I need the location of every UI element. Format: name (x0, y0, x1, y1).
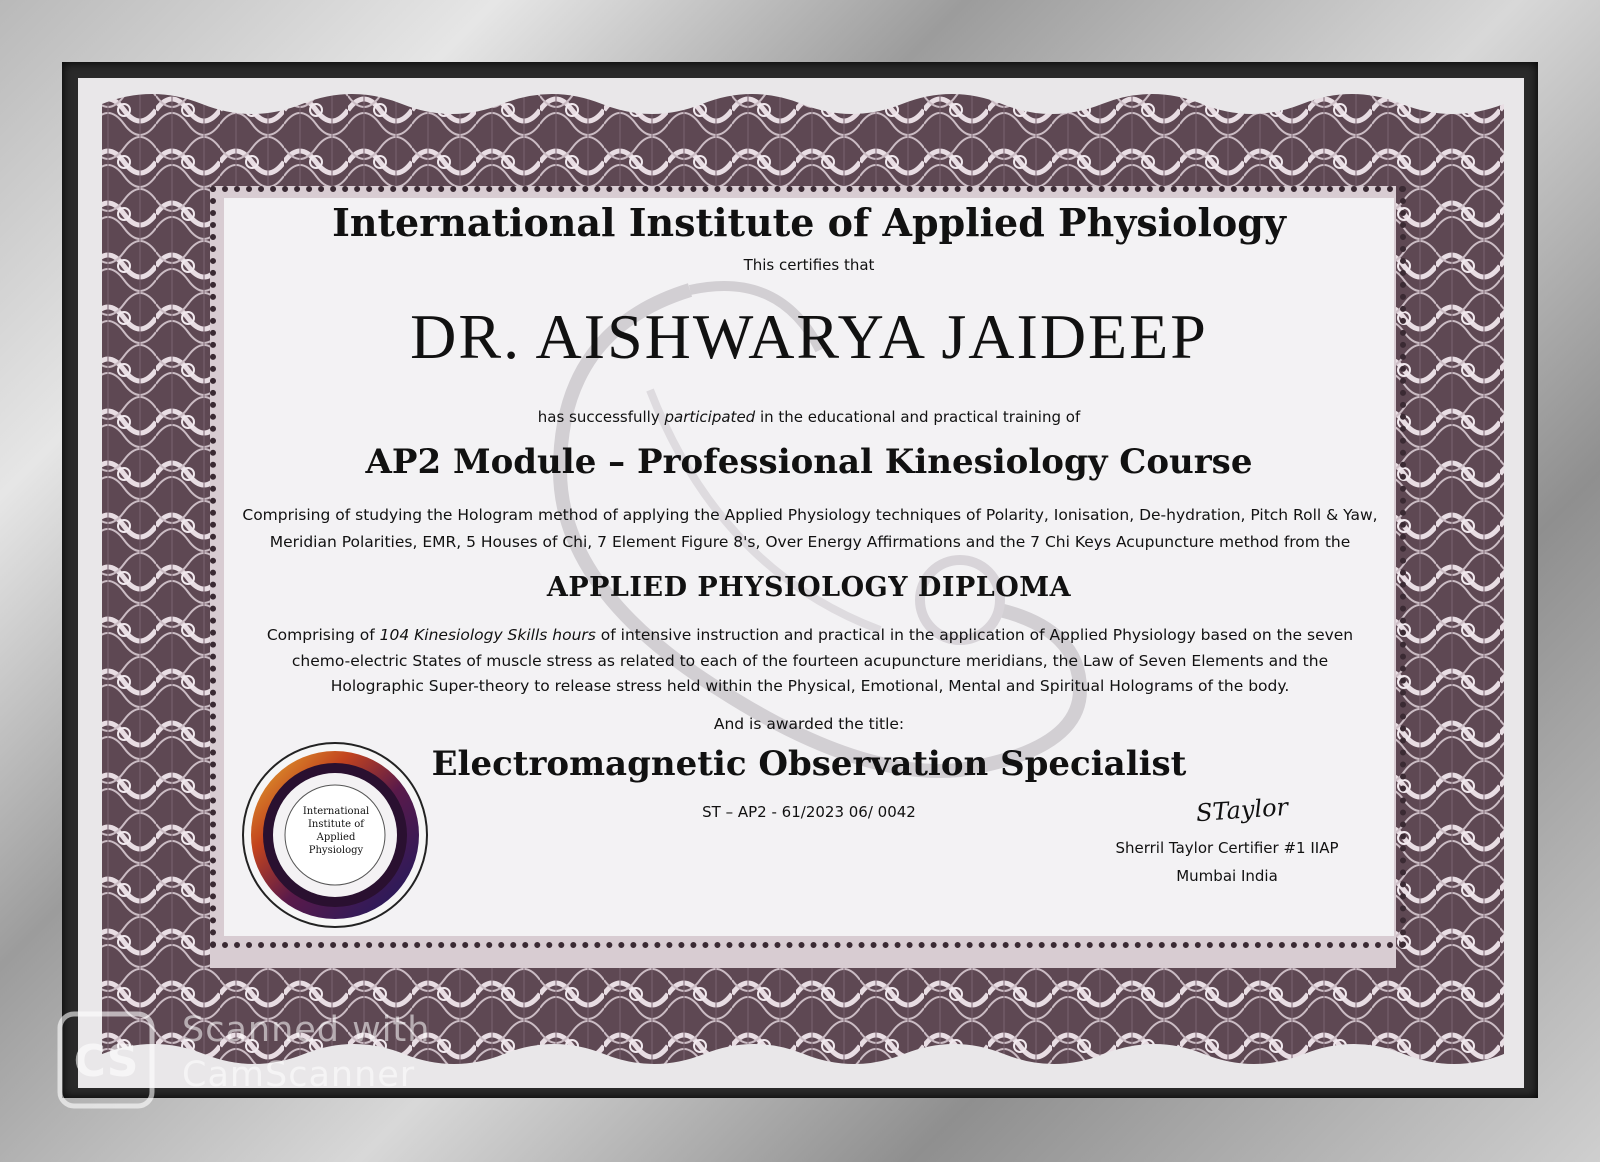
signer-block (1110, 834, 1344, 890)
awarded-title: Electromagnetic Observation Specialist (431, 744, 1187, 784)
awarded-text: And is awarded the title: (713, 715, 905, 733)
seal-text-line: Institute of (307, 819, 365, 830)
certifies-text: This certifies that (743, 256, 875, 274)
camscanner-watermark (182, 1008, 430, 1098)
recipient-name: DR. AISHWARYA JAIDEEP (410, 301, 1208, 372)
course-name: AP2 Module – Professional Kinesiology Course (365, 442, 1253, 482)
certificate-serial: ST – AP2 - 61/2023 06/ 0042 (702, 803, 916, 821)
participation-text (224, 408, 1394, 426)
hours-line (240, 623, 1380, 649)
seal-text-line: International (302, 806, 370, 817)
hours-pre: Comprising of (266, 626, 380, 644)
participation-text-emphasis: participated (664, 408, 756, 426)
techniques-line: Meridian Polarities, EMR, 5 Houses of Chi, 7 Element Figure 8's, Over Energy Affirmations and the 7 Chi Keys Acupuncture method from the (269, 533, 1351, 551)
diploma-title: APPLIED PHYSIOLOGY DIPLOMA (546, 572, 1072, 603)
hours-line: Holographic Super-theory to release stress held within the Physical, Emotional, Mental and Spiritual Holograms of the body. (330, 677, 1290, 695)
hours-emphasis: 104 Kinesiology Skills hours (379, 626, 596, 644)
signer-name: Sherril Taylor Certifier #1 IIAP (1115, 839, 1339, 857)
participation-text-pre: has successfully (537, 408, 665, 426)
institute-name: International Institute of Applied Physiology (332, 200, 1286, 245)
seal-text (278, 805, 394, 857)
hours-line: chemo-electric States of muscle stress as related to each of the fourteen acupuncture meridians, the Law of Seven Elements and the (291, 651, 1329, 670)
watermark-line: CamScanner (182, 1055, 416, 1095)
signer-location: Mumbai India (1176, 867, 1278, 885)
hours-post: of intensive instruction and practical in the application of Applied Physiology based on the seven (595, 626, 1354, 644)
camscanner-logo-icon (56, 1010, 156, 1110)
seal-text-line: Applied (316, 832, 356, 843)
signature: STaylor (1195, 792, 1289, 828)
seal-text-line: Physiology (308, 845, 364, 856)
hours-paragraph (240, 623, 1380, 700)
techniques-paragraph (230, 502, 1390, 556)
watermark-line: Scanned with (182, 1010, 431, 1050)
techniques-line: Comprising of studying the Hologram method of applying the Applied Physiology techniques of Polarity, Ionisation, De-hydration, Pitch Roll & Yaw, (242, 506, 1378, 524)
svg-text:CS: CS (73, 1036, 139, 1087)
participation-text-post: in the educational and practical training of (755, 408, 1081, 426)
